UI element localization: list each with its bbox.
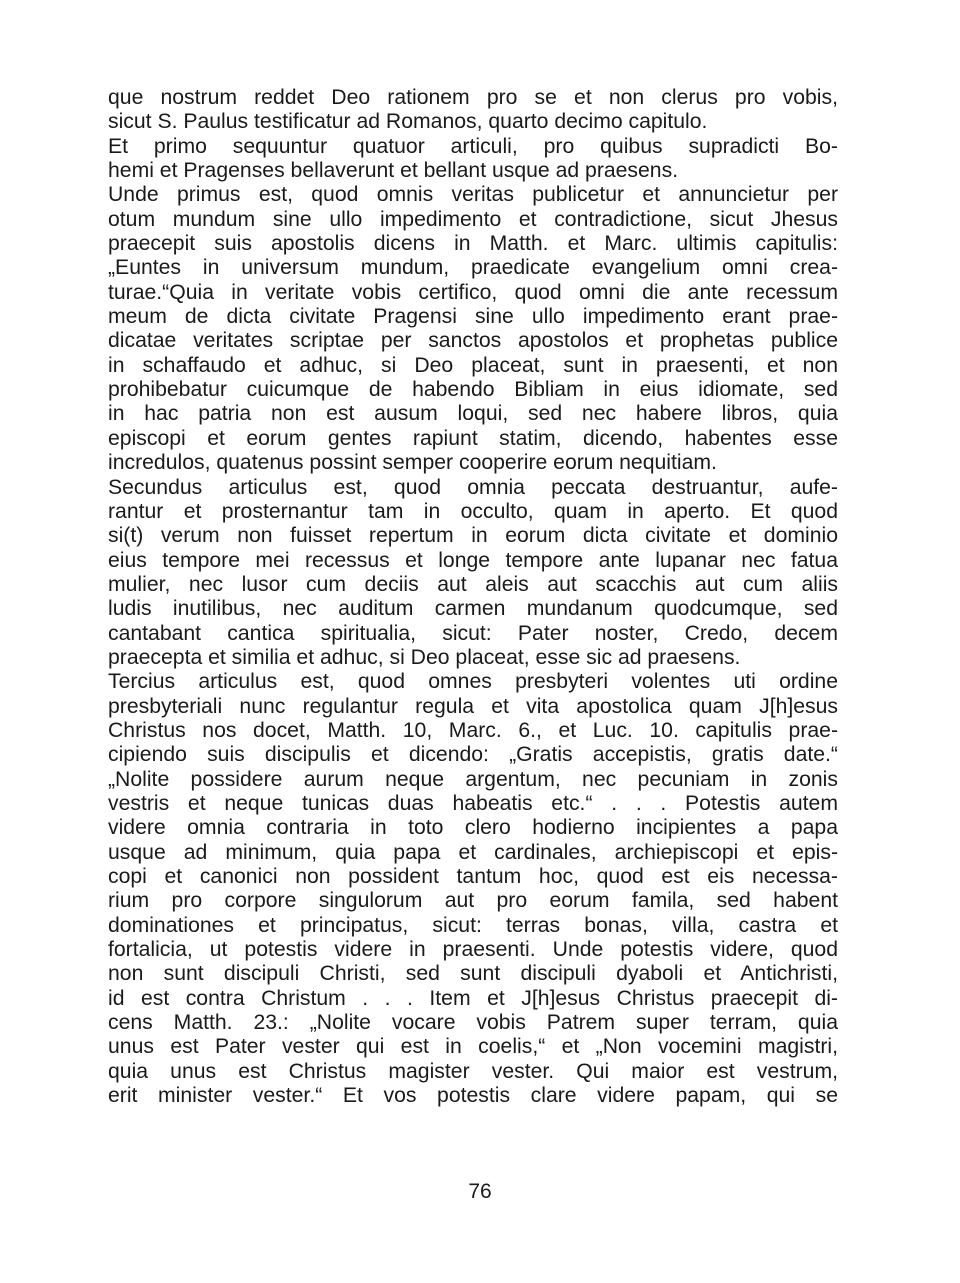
text-line: erit minister vester.“ Et vos potestis clare videre papam, qui se xyxy=(108,1084,838,1108)
text-line: presbyteriali nunc regulantur regula et vita apostolica quam J[h]esus xyxy=(108,694,838,718)
text-line: turae.“Quia in veritate vobis certifico, quod omni die ante recessum xyxy=(108,280,838,304)
text-line: dicatae veritates scriptae per sanctos apostolos et prophetas publice xyxy=(108,329,838,353)
text-line: cipiendo suis discipulis et dicendo: „Gratis accepistis, gratis date.“ xyxy=(108,743,838,767)
text-line: quia unus est Christus magister vester. Qui maior est vestrum, xyxy=(108,1059,838,1083)
text-line: praecepta et similia et adhuc, si Deo placeat, esse sic ad praesens. xyxy=(108,645,741,669)
text-line: episcopi et eorum gentes rapiunt statim, dicendo, habentes esse xyxy=(108,426,838,450)
text-line: Et primo sequuntur quatuor articuli, pro quibus supradicti Bo- xyxy=(108,134,838,158)
text-line: copi et canonici non possident tantum hoc, quod est eis necessa- xyxy=(108,865,838,888)
page-body xyxy=(108,86,838,1108)
text-line: in hac patria non est ausum loqui, sed nec habere libros, quia xyxy=(108,402,838,426)
text-line: rantur et prosternantur tam in occulto, quam in aperto. Et quod xyxy=(108,499,838,523)
page-number: 76 xyxy=(468,1180,492,1203)
text-line: usque ad minimum, quia papa et cardinales, archiepiscopi et epis- xyxy=(108,840,838,864)
text-line: Secundus articulus est, quod omnia peccata destruantur, aufe- xyxy=(108,475,838,499)
text-line: si(t) verum non fuisset repertum in eorum dicta civitate et dominio xyxy=(108,524,838,548)
text-line: meum de dicta civitate Pragensi sine ullo impedimento erant prae- xyxy=(108,305,838,329)
text-line: incredulos, quatenus possint semper cooperire eorum nequitiam. xyxy=(108,451,717,475)
text-line: videre omnia contraria in toto clero hodierno incipientes a papa xyxy=(108,816,838,840)
text-line: id est contra Christum . . . Item et J[h]esus Christus praecepit di- xyxy=(108,986,838,1010)
text-line: praecepit suis apostolis dicens in Matth. et Marc. ultimis capitulis: xyxy=(108,232,838,256)
text-line: hemi et Pragenses bellaverunt et bellant usque ad praesens. xyxy=(108,159,679,183)
text-line: „Nolite possidere aurum neque argentum, nec pecuniam in zonis xyxy=(108,767,838,791)
text-line: prohibebatur cuicumque de habendo Bibliam in eius idiomate, sed xyxy=(108,378,838,402)
text-line: otum mundum sine ullo impedimento et contradictione, sicut Jhesus xyxy=(108,207,838,231)
text-line: mulier, nec lusor cum deciis aut aleis aut scacchis aut cum aliis xyxy=(108,572,838,596)
text-line: Christus nos docet, Matth. 10, Marc. 6., et Luc. 10. capitulis prae- xyxy=(108,718,838,742)
text-line: Tercius articulus est, quod omnes presbyteri volentes uti ordine xyxy=(108,670,838,694)
text-line: in schaffaudo et adhuc, si Deo placeat, sunt in praesenti, et non xyxy=(108,353,838,377)
text-line: „Euntes in universum mundum, praedicate evangelium omni crea- xyxy=(108,256,838,280)
text-line: cantabant cantica spiritualia, sicut: Pater noster, Credo, decem xyxy=(108,621,838,645)
text-line: sicut S. Paulus testificatur ad Romanos, quarto decimo capitulo. xyxy=(108,110,708,134)
text-line: vestris et neque tunicas duas habeatis etc.“ . . . Potestis autem xyxy=(108,791,838,815)
text-line: cens Matth. 23.: „Nolite vocare vobis Patrem super terram, quia xyxy=(108,1011,838,1035)
text-line: fortalicia, ut potestis videre in praesenti. Unde potestis videre, quod xyxy=(108,938,838,962)
text-line: ludis inutilibus, nec auditum carmen mundanum quodcumque, sed xyxy=(108,597,838,621)
text-line: rium pro corpore singulorum aut pro eorum famila, sed habent xyxy=(108,889,838,913)
text-line: non sunt discipuli Christi, sed sunt discipuli dyaboli et Antichristi, xyxy=(108,962,838,986)
text-line: que nostrum reddet Deo rationem pro se et non clerus pro vobis, xyxy=(108,86,838,109)
text-line: Unde primus est, quod omnis veritas publicetur et annuncietur per xyxy=(108,183,838,207)
text-line: eius tempore mei recessus et longe tempore ante lupanar nec fatua xyxy=(108,548,838,572)
text-line: dominationes et principatus, sicut: terras bonas, villa, castra et xyxy=(108,913,838,937)
text-line: unus est Pater vester qui est in coelis,“ et „Non vocemini magistri, xyxy=(108,1035,838,1059)
